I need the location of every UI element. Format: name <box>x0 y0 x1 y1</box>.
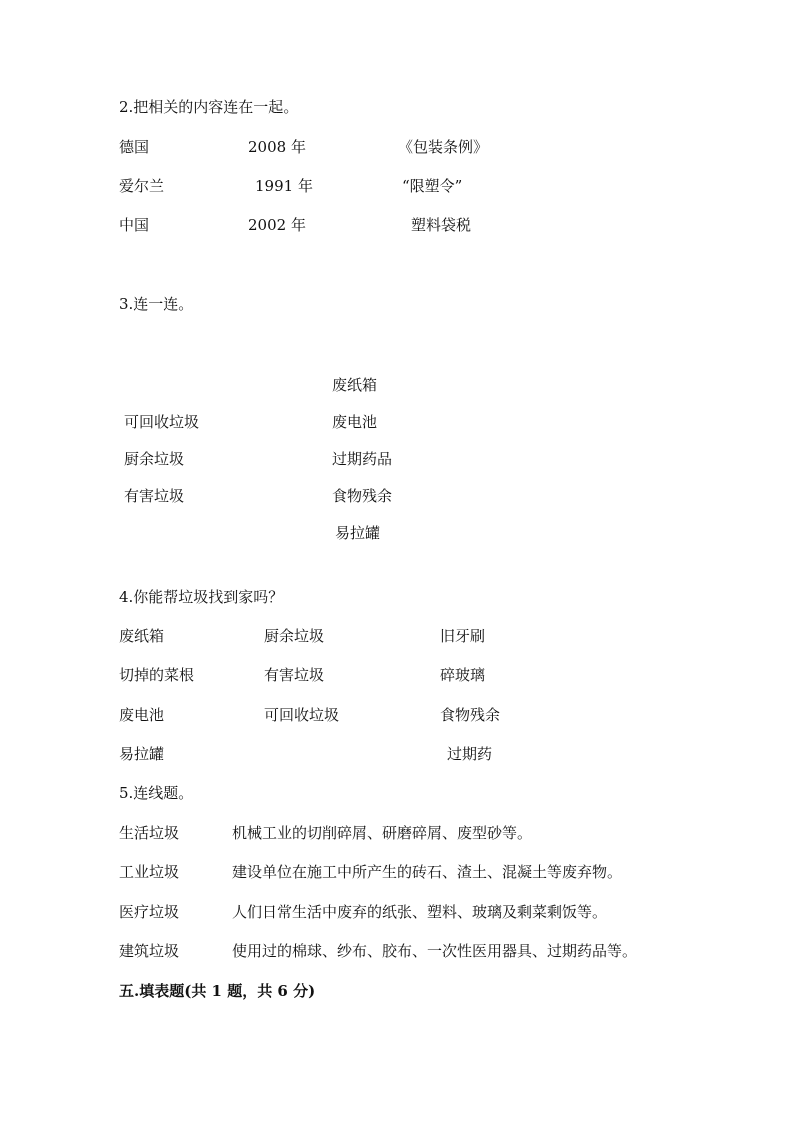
q5-desc-3: 人们日常生活中废弃的纸张、塑料、玻璃及剩菜剩饭等。 <box>232 903 608 921</box>
q4-col3-item-3: 食物残余 <box>440 706 501 724</box>
section-five-heading: 五.填表题(共 1 题，共 6 分) <box>119 982 316 1000</box>
q3-item-2: 废电池 <box>332 413 378 431</box>
q2-policy-1: 《包装条例》 <box>398 138 489 156</box>
q5-desc-2: 建设单位在施工中所产生的砖石、渣土、混凝土等废弃物。 <box>232 863 623 881</box>
q2-country-1: 德国 <box>119 138 150 156</box>
q2-year-2: 1991 年 <box>255 177 313 195</box>
q4-col3-item-2: 碎玻璃 <box>440 666 486 684</box>
q5-desc-4: 使用过的棉球、纱布、胶布、一次性医用器具、过期药品等。 <box>232 942 638 960</box>
q3-item-5: 易拉罐 <box>335 524 381 542</box>
q5-heading: 5.连线题。 <box>119 784 194 802</box>
q4-col2-item-2: 有害垃圾 <box>264 666 325 684</box>
q4-col3-item-4: 过期药 <box>447 745 493 763</box>
q3-item-4: 食物残余 <box>332 487 393 505</box>
q4-col1-item-1: 废纸箱 <box>119 627 165 645</box>
q2-heading: 2.把相关的内容连在一起。 <box>119 98 299 116</box>
q2-year-3: 2002 年 <box>248 216 306 234</box>
q4-col3-item-1: 旧牙刷 <box>440 627 486 645</box>
q3-heading: 3.连一连。 <box>119 295 194 313</box>
q4-col1-item-2: 切掉的菜根 <box>119 666 195 684</box>
q5-term-4: 建筑垃圾 <box>119 942 180 960</box>
q3-item-1: 废纸箱 <box>332 376 378 394</box>
q2-country-2: 爱尔兰 <box>119 177 165 195</box>
q5-term-3: 医疗垃圾 <box>119 903 180 921</box>
q4-col1-item-3: 废电池 <box>119 706 165 724</box>
q3-category-2: 厨余垃圾 <box>124 450 185 468</box>
q2-country-3: 中国 <box>119 216 150 234</box>
q4-col1-item-4: 易拉罐 <box>119 745 165 763</box>
q2-year-1: 2008 年 <box>248 138 306 156</box>
q3-category-3: 有害垃圾 <box>124 487 185 505</box>
q5-term-1: 生活垃圾 <box>119 824 180 842</box>
q4-heading: 4.你能帮垃圾找到家吗？ <box>119 588 284 606</box>
q4-col2-item-3: 可回收垃圾 <box>264 706 340 724</box>
q5-desc-1: 机械工业的切削碎屑、研磨碎屑、废型砂等。 <box>232 824 533 842</box>
q2-policy-3: 塑料袋税 <box>411 216 472 234</box>
q4-col2-item-1: 厨余垃圾 <box>264 627 325 645</box>
q2-policy-2: “限塑令” <box>402 177 463 195</box>
q3-item-3: 过期药品 <box>332 450 393 468</box>
q3-category-1: 可回收垃圾 <box>124 413 200 431</box>
q5-term-2: 工业垃圾 <box>119 863 180 881</box>
